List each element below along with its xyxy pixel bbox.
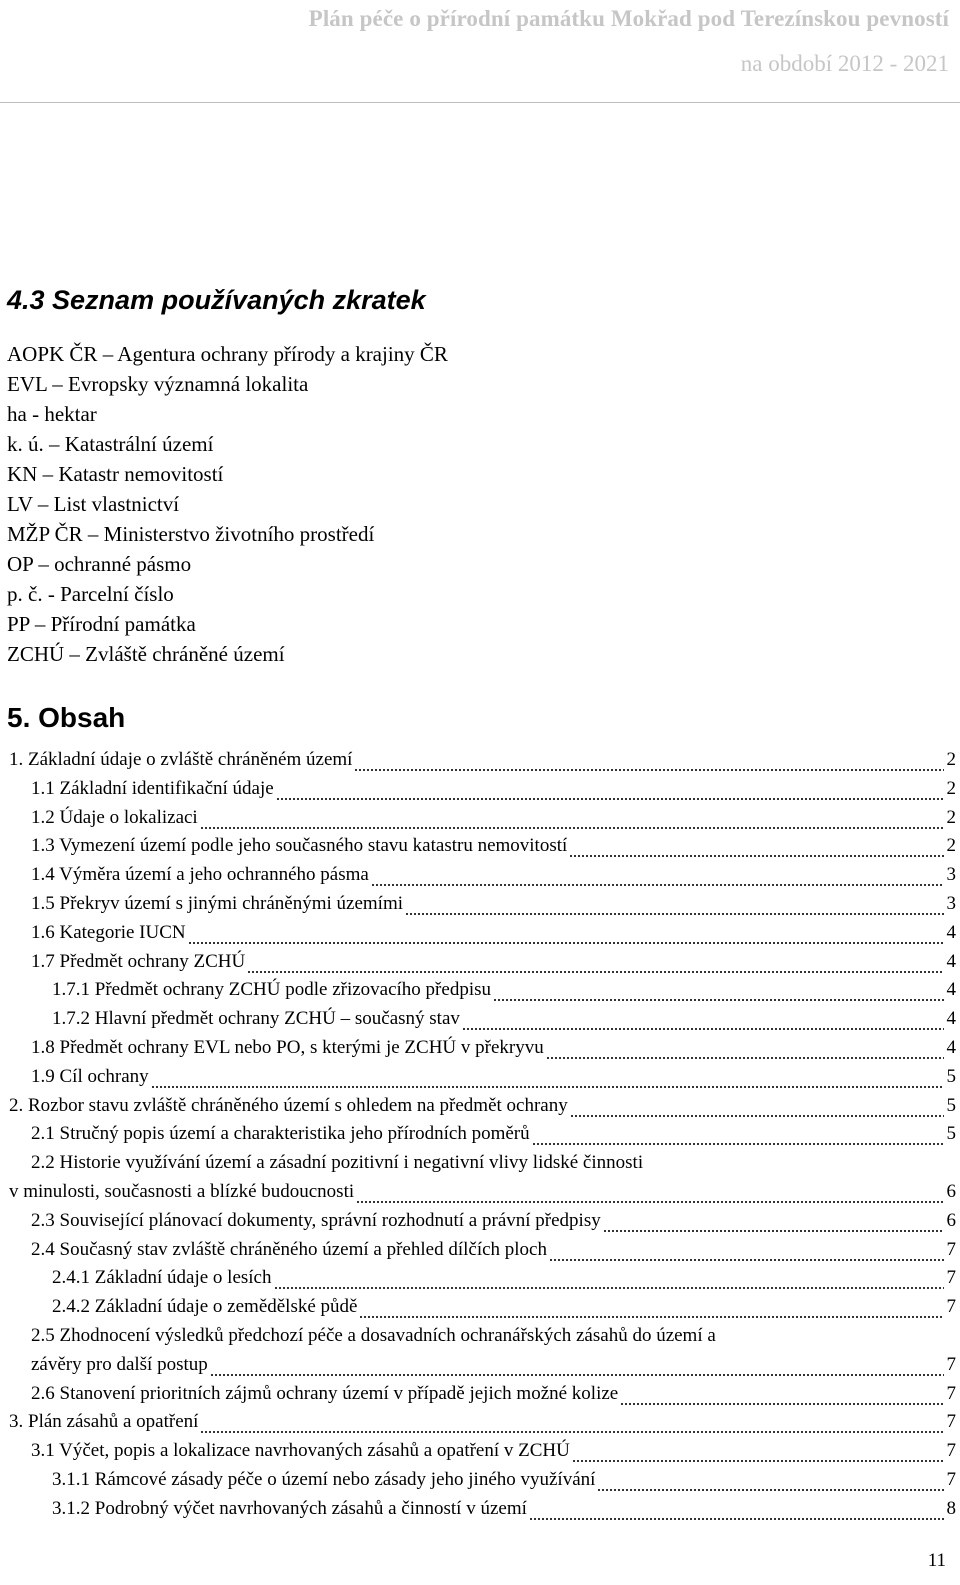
toc-entry[interactable] <box>9 1063 956 1092</box>
toc-entry[interactable] <box>9 976 956 1005</box>
toc-entry-label: 3. Plán zásahů a opatření <box>9 1411 199 1433</box>
toc-leader-dots <box>354 746 944 774</box>
toc-entry[interactable] <box>9 1495 956 1524</box>
abbreviation-item: p. č. - Parcelní číslo <box>7 582 174 606</box>
toc-entry-label: 1. Základní údaje o zvláště chráněném území <box>9 749 353 770</box>
toc-entry[interactable] <box>9 890 956 919</box>
toc-entry-page: 2 <box>946 749 956 770</box>
toc-entry-page: 4 <box>946 1008 956 1030</box>
toc-entry-page: 3 <box>946 864 956 886</box>
toc-entry[interactable] <box>9 832 956 861</box>
toc-entry-label: v minulosti, současnosti a blízké budoucnosti <box>9 1180 355 1202</box>
toc-entry[interactable] <box>9 1034 956 1063</box>
toc-entry-page: 7 <box>946 1440 956 1462</box>
toc-entry[interactable] <box>9 861 956 890</box>
toc-entry-label: 3.1 Výčet, popis a lokalizace navrhovaných zásahů a opatření v ZCHÚ <box>31 1440 570 1462</box>
toc-leader-dots <box>151 1063 944 1091</box>
toc-leader-dots <box>569 832 944 860</box>
toc-entry-label: 1.2 Údaje o lokalizaci <box>31 806 198 828</box>
toc-entry-page: 7 <box>946 1267 956 1289</box>
abbreviation-item: OP – ochranné pásmo <box>7 552 192 576</box>
toc-leader-dots <box>532 1120 944 1148</box>
toc-leader-dots <box>210 1351 944 1379</box>
toc-entry-page: 5 <box>946 1065 956 1087</box>
toc-entry[interactable] <box>9 1005 956 1034</box>
toc-entry-label: 2.1 Stručný popis území a charakteristika jeho přírodních poměrů <box>31 1123 530 1145</box>
abbreviations-heading: 4.3 Seznam používaných zkratek <box>7 285 426 315</box>
toc-entry[interactable] <box>9 746 956 775</box>
toc-leader-dots <box>462 1005 944 1033</box>
toc-leader-dots <box>200 1408 944 1436</box>
toc-entry-label: 1.7 Předmět ochrany ZCHÚ <box>31 950 246 972</box>
table-of-contents <box>9 746 956 1524</box>
toc-entry-label: 1.8 Předmět ochrany EVL nebo PO, s kterými je ZCHÚ v překryvu <box>31 1036 544 1058</box>
toc-entry-page: 7 <box>946 1296 956 1318</box>
toc-entry-label: 2.4.1 Základní údaje o lesích <box>52 1267 272 1289</box>
toc-leader-dots <box>274 1264 945 1292</box>
abbreviation-item: ha - hektar <box>7 402 97 426</box>
toc-entry[interactable] <box>9 1120 956 1149</box>
toc-entry-page: 7 <box>946 1411 956 1433</box>
toc-entry-page: 6 <box>946 1209 956 1231</box>
abbreviation-item: MŽP ČR – Ministerstvo životního prostředí <box>7 522 375 546</box>
abbreviation-item: EVL – Evropsky významná lokalita <box>7 372 309 396</box>
abbreviation-item: k. ú. – Katastrální území <box>7 432 214 456</box>
toc-leader-dots <box>371 861 944 889</box>
toc-leader-dots <box>529 1495 944 1523</box>
toc-entry-page: 3 <box>946 892 956 914</box>
document-title: Plán péče o přírodní památku Mokřad pod Terezínskou pevností <box>308 6 949 31</box>
toc-entry-page: 2 <box>946 777 956 799</box>
toc-entry-label-line1[interactable]: 2.5 Zhodnocení výsledků předchozí péče a dosavadních ochranářských zásahů do území a <box>31 1324 716 1346</box>
toc-leader-dots <box>493 976 944 1004</box>
toc-leader-dots <box>359 1293 944 1321</box>
abbreviation-item: LV – List vlastnictví <box>7 492 180 516</box>
toc-entry-label: 2. Rozbor stavu zvláště chráněného území s ohledem na předmět ochrany <box>9 1094 568 1116</box>
toc-entry[interactable] <box>9 1092 956 1121</box>
toc-entry-label: 1.7.1 Předmět ochrany ZCHÚ podle zřizovacího předpisu <box>52 979 491 1001</box>
toc-leader-dots <box>405 890 944 918</box>
toc-entry-label: 1.1 Základní identifikační údaje <box>31 777 274 799</box>
toc-entry-label: 2.6 Stanovení prioritních zájmů ochrany území v případě jejich možné kolize <box>31 1382 619 1404</box>
toc-entry-page: 4 <box>946 979 956 1001</box>
toc-entry-label: 1.6 Kategorie IUCN <box>31 921 186 943</box>
toc-entry-page: 4 <box>946 921 956 943</box>
toc-entry[interactable] <box>9 919 956 948</box>
toc-entry-page: 2 <box>946 806 956 828</box>
toc-entry[interactable] <box>9 1178 956 1207</box>
toc-entry[interactable] <box>9 1264 956 1293</box>
toc-entry-page: 8 <box>946 1497 956 1519</box>
toc-entry[interactable] <box>9 1293 956 1322</box>
abbreviations-list <box>7 339 448 669</box>
toc-entry-page: 2 <box>946 835 956 857</box>
toc-entry-label: 1.3 Vymezení území podle jeho současného stavu katastru nemovitostí <box>31 835 568 857</box>
toc-entry-label: 1.4 Výměra území a jeho ochranného pásma <box>31 864 369 886</box>
toc-entry-page: 6 <box>946 1180 956 1202</box>
toc-entry-label: 1.5 Překryv území s jinými chráněnými územími <box>31 892 404 914</box>
toc-entry[interactable] <box>9 775 956 804</box>
toc-entry-label: 3.1.1 Rámcové zásady péče o území nebo zásady jeho jiného využívání <box>52 1468 596 1490</box>
abbreviation-item: KN – Katastr nemovitostí <box>7 462 224 486</box>
toc-entry[interactable] <box>9 1437 956 1466</box>
abbreviation-item: PP – Přírodní památka <box>7 612 196 636</box>
toc-leader-dots <box>570 1092 944 1120</box>
toc-leader-dots <box>572 1437 944 1465</box>
toc-leader-dots <box>549 1236 944 1264</box>
toc-leader-dots <box>188 919 944 947</box>
toc-entry-label: 1.9 Cíl ochrany <box>31 1065 149 1087</box>
toc-entry-page: 7 <box>946 1353 956 1375</box>
abbreviation-item: AOPK ČR – Agentura ochrany přírody a krajiny ČR <box>7 342 448 366</box>
toc-entry-page: 5 <box>946 1094 956 1116</box>
running-header <box>0 0 960 103</box>
toc-entry-page: 5 <box>946 1123 956 1145</box>
toc-leader-dots <box>200 804 944 832</box>
toc-leader-dots <box>356 1178 944 1206</box>
toc-heading: 5. Obsah <box>7 702 126 733</box>
toc-leader-dots <box>603 1207 944 1235</box>
toc-entry[interactable] <box>9 948 956 977</box>
toc-entry[interactable] <box>9 1236 956 1265</box>
toc-entry[interactable] <box>9 1380 956 1409</box>
page-number: 11 <box>927 1550 946 1571</box>
toc-entry-page: 7 <box>946 1468 956 1490</box>
toc-entry-page: 4 <box>946 1036 956 1058</box>
toc-entry-label: závěry pro další postup <box>31 1353 208 1375</box>
toc-entry-label: 2.4 Současný stav zvláště chráněného území a přehled dílčích ploch <box>31 1238 547 1260</box>
toc-entry-label: 2.3 Související plánovací dokumenty, správní rozhodnutí a právní předpisy <box>31 1209 601 1231</box>
toc-entry[interactable] <box>9 1408 956 1437</box>
toc-leader-dots <box>620 1380 944 1408</box>
toc-leader-dots <box>247 948 944 976</box>
toc-entry-label: 1.7.2 Hlavní předmět ochrany ZCHÚ – současný stav <box>52 1008 460 1030</box>
abbreviation-item: ZCHÚ – Zvláště chráněné území <box>7 642 285 666</box>
toc-entry-page: 7 <box>946 1238 956 1260</box>
toc-leader-dots <box>597 1466 944 1494</box>
toc-entry[interactable] <box>9 804 956 833</box>
toc-entry[interactable] <box>9 1466 956 1495</box>
toc-leader-dots <box>546 1034 944 1062</box>
toc-entry[interactable] <box>9 1351 956 1380</box>
toc-entry-label-line1[interactable]: 2.2 Historie využívání území a zásadní pozitivní i negativní vlivy lidské činnosti <box>31 1152 644 1174</box>
toc-entry-label: 2.4.2 Základní údaje o zemědělské půdě <box>52 1296 358 1318</box>
toc-entry[interactable] <box>9 1207 956 1236</box>
toc-leader-dots <box>276 775 944 803</box>
document-period: na období 2012 - 2021 <box>740 51 949 76</box>
toc-entry-label: 3.1.2 Podrobný výčet navrhovaných zásahů a činností v území <box>52 1497 527 1519</box>
toc-entry-page: 7 <box>946 1382 956 1404</box>
toc-entry-page: 4 <box>946 950 956 972</box>
